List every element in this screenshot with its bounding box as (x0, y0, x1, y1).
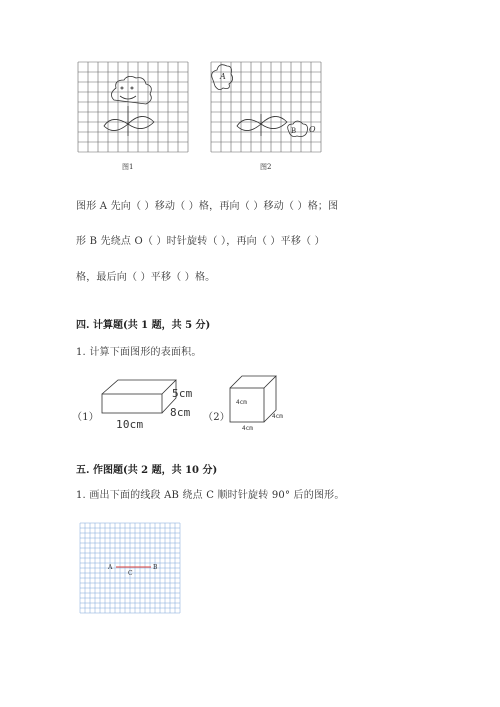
section5-question: 1. 画出下面的线段 AB 绕点 C 顺时针旋转 90° 后的图形。 (76, 490, 345, 501)
blue-grid (80, 523, 184, 615)
rotation-question-line-2: 形 B 先绕点 O（ ）时针旋转（ ），再向（ ）平移（ ） (76, 236, 325, 247)
figure2-grid (211, 62, 321, 157)
section4-heading: 四. 计算题(共 1 题，共 5 分) (76, 320, 211, 331)
section4-question: 1. 计算下面图形的表面积。 (76, 347, 202, 358)
figure1-caption: 图1 (122, 163, 134, 171)
cube-bottom-label: 4cm (242, 425, 253, 432)
rectangular-box (100, 376, 200, 431)
point-b-label: B (153, 564, 158, 571)
figure1-grid (78, 62, 188, 157)
figure2-caption: 图2 (260, 163, 272, 171)
label-b: B (291, 127, 297, 135)
figure-number-2: （2） (203, 412, 230, 423)
box-length-label: 10cm (116, 418, 144, 431)
cube-side-label: 4cm (272, 413, 283, 420)
rotation-question-line-1: 图形 A 先向（ ）移动（ ）格，再向（ ）移动（ ）格；图 (76, 201, 339, 212)
label-o: O (309, 125, 316, 134)
rotation-question-line-3: 格，最后向（ ）平移（ ）格。 (76, 272, 216, 283)
section5-heading: 五. 作图题(共 2 题，共 10 分) (76, 465, 218, 476)
point-c-label: C (128, 570, 133, 577)
point-a-label: A (108, 564, 113, 571)
figure-number-1: （1） (72, 412, 99, 423)
label-a: A (220, 72, 226, 81)
box-width-label: 8cm (170, 406, 191, 419)
box-height-label: 5cm (172, 387, 193, 400)
flower-figure-1 (104, 76, 154, 136)
cube-front-label: 4cm (236, 399, 247, 406)
figure-b-leaves (237, 114, 308, 137)
